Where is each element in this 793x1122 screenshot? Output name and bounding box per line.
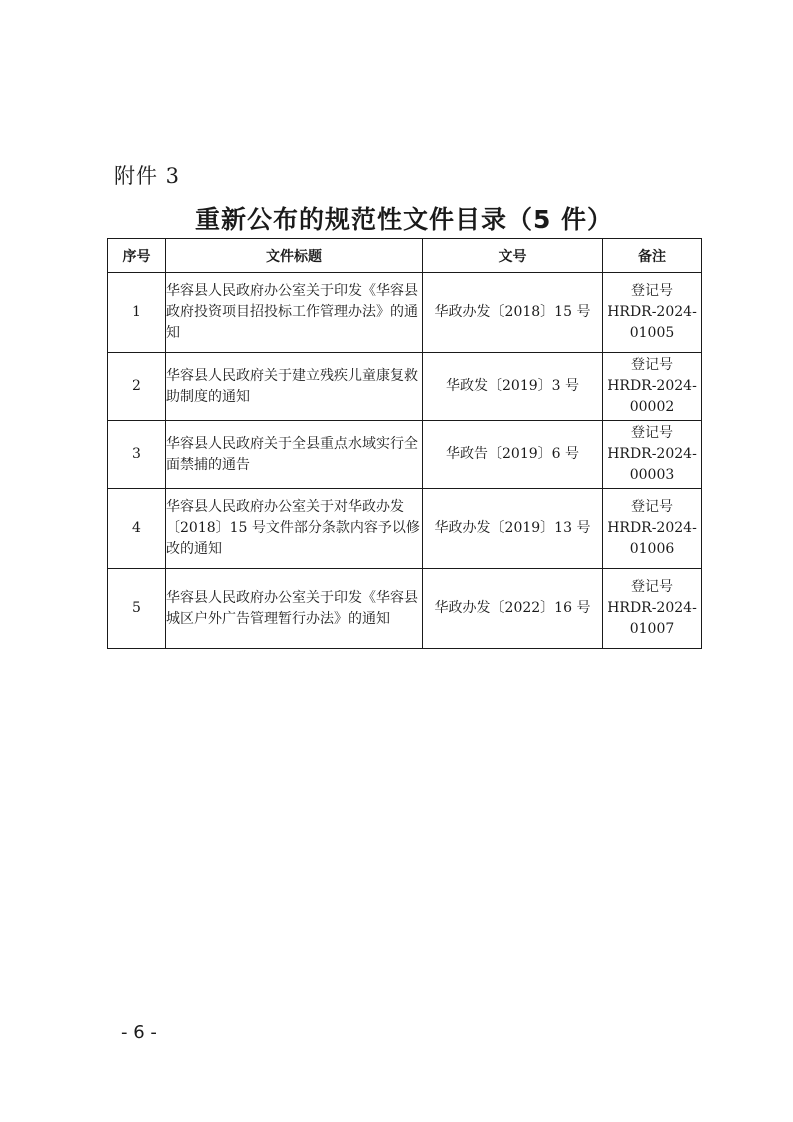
row-note	[603, 569, 702, 649]
row-doc-number: 华政发〔2019〕3 号	[423, 353, 603, 421]
note-label: 登记号	[631, 579, 673, 595]
header-number: 文号	[423, 239, 603, 273]
table-row	[108, 353, 702, 421]
note-label: 登记号	[631, 357, 673, 373]
table-row	[108, 569, 702, 649]
row-title: 华容县人民政府办公室关于对华政办发〔2018〕15 号文件部分条款内容予以修改的通知	[166, 489, 423, 569]
table-row	[108, 421, 702, 489]
note-code-prefix: HRDR-2024-	[607, 304, 697, 320]
row-no: 4	[108, 489, 166, 569]
row-doc-number: 华政办发〔2019〕13 号	[423, 489, 603, 569]
row-no: 2	[108, 353, 166, 421]
row-doc-number: 华政办发〔2022〕16 号	[423, 569, 603, 649]
note-code-prefix: HRDR-2024-	[607, 520, 697, 536]
table-row	[108, 489, 702, 569]
note-label: 登记号	[631, 499, 673, 515]
document-catalog-table	[107, 238, 702, 649]
note-code-suffix: 00002	[629, 399, 675, 415]
row-no: 3	[108, 421, 166, 489]
row-note	[603, 421, 702, 489]
row-doc-number: 华政告〔2019〕6 号	[423, 421, 603, 489]
attachment-label: 附件 3	[114, 164, 181, 188]
page-number: - 6 -	[121, 1022, 157, 1043]
note-code-suffix: 01007	[629, 621, 675, 637]
header-note: 备注	[603, 239, 702, 273]
row-title: 华容县人民政府关于建立残疾儿童康复救助制度的通知	[166, 353, 423, 421]
row-no: 1	[108, 273, 166, 353]
row-title: 华容县人民政府关于全县重点水域实行全面禁捕的通告	[166, 421, 423, 489]
row-no: 5	[108, 569, 166, 649]
note-code-prefix: HRDR-2024-	[607, 446, 697, 462]
row-note	[603, 353, 702, 421]
row-title: 华容县人民政府办公室关于印发《华容县城区户外广告管理暂行办法》的通知	[166, 569, 423, 649]
row-note	[603, 489, 702, 569]
note-code-suffix: 00003	[629, 467, 675, 483]
header-no: 序号	[108, 239, 166, 273]
note-label: 登记号	[631, 283, 673, 299]
note-code-prefix: HRDR-2024-	[607, 378, 697, 394]
note-label: 登记号	[631, 425, 673, 441]
row-doc-number: 华政办发〔2018〕15 号	[423, 273, 603, 353]
header-title: 文件标题	[166, 239, 423, 273]
note-code-suffix: 01005	[629, 325, 675, 341]
row-note	[603, 273, 702, 353]
table-header-row	[108, 239, 702, 273]
note-code-suffix: 01006	[629, 541, 675, 557]
table-row	[108, 273, 702, 353]
document-title: 重新公布的规范性文件目录（5 件）	[194, 205, 614, 234]
note-code-prefix: HRDR-2024-	[607, 600, 697, 616]
row-title: 华容县人民政府办公室关于印发《华容县政府投资项目招投标工作管理办法》的通知	[166, 273, 423, 353]
